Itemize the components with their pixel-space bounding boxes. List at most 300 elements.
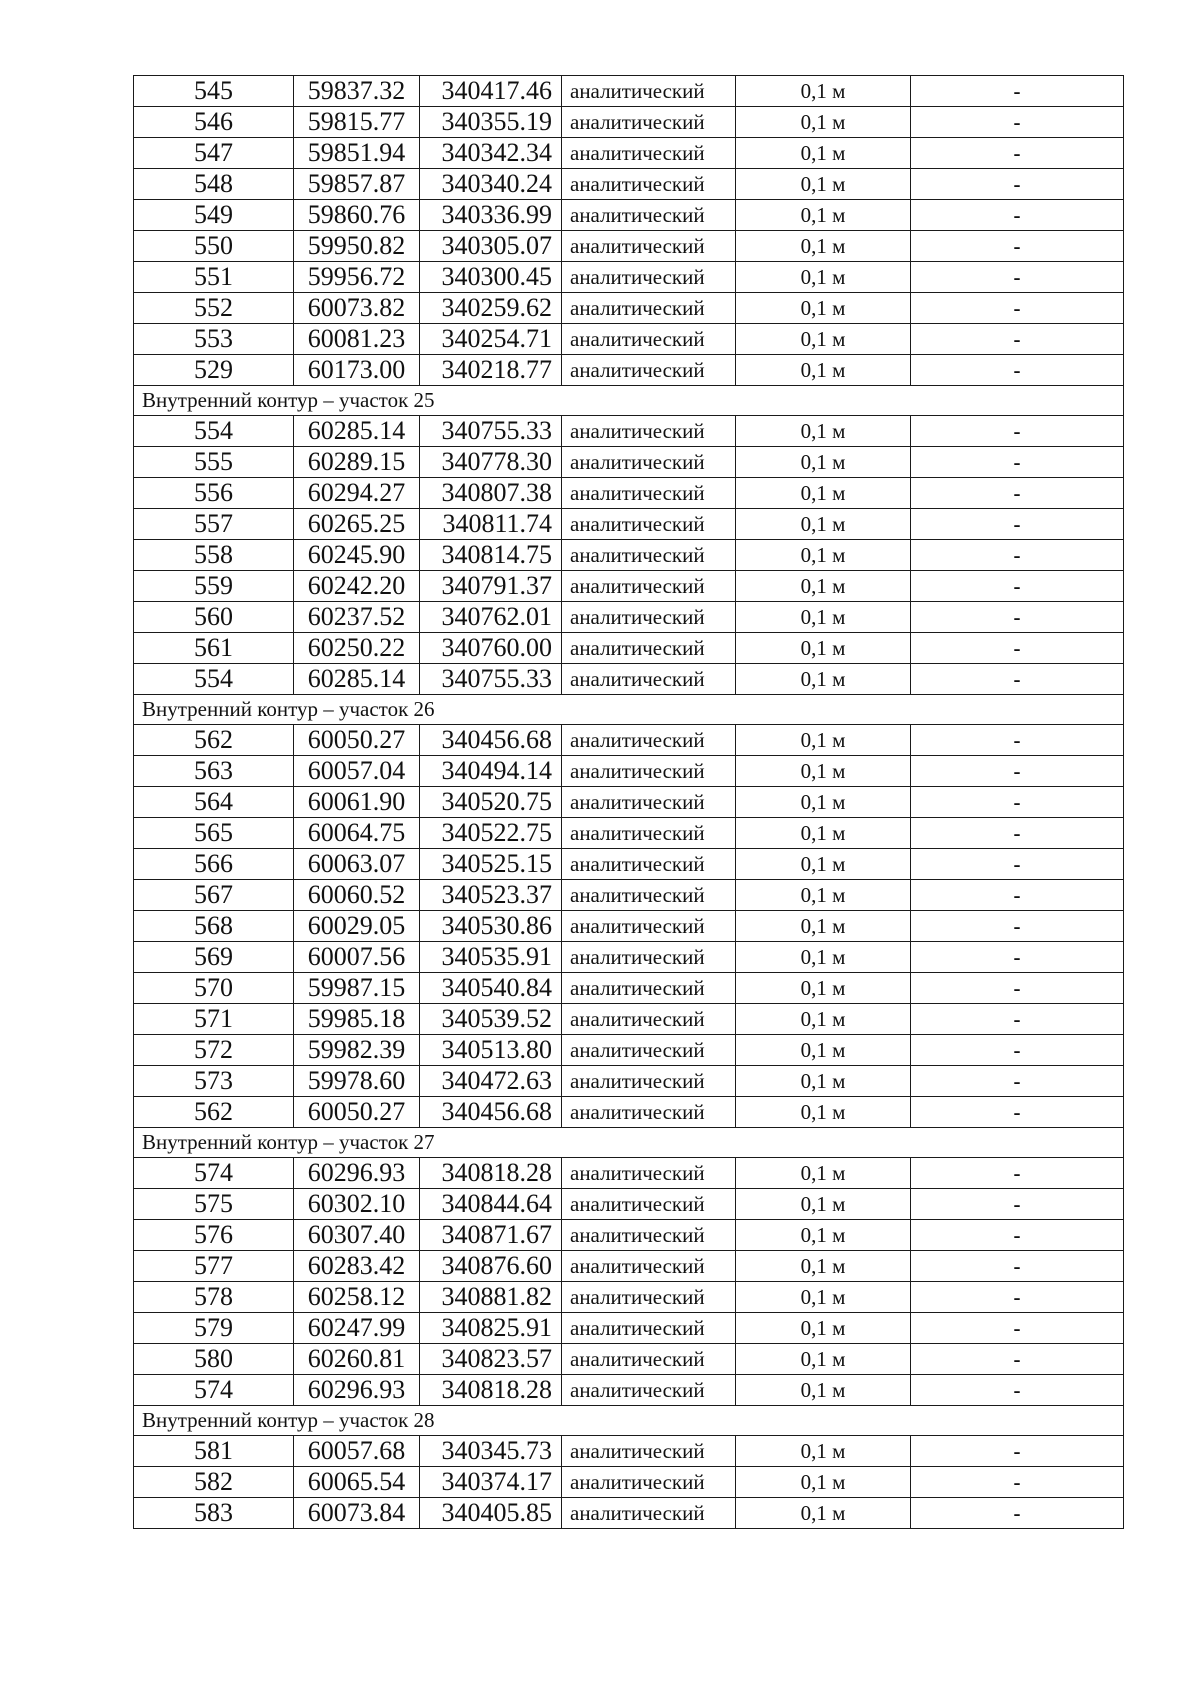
point-number-cell: 546 <box>134 107 294 138</box>
coordinate-y-cell: 340472.63 <box>420 1066 562 1097</box>
coordinate-x-cell: 60237.52 <box>294 602 420 633</box>
note-cell: - <box>911 818 1124 849</box>
point-number-cell: 579 <box>134 1313 294 1344</box>
coordinate-y-cell: 340417.46 <box>420 76 562 107</box>
point-number-cell: 582 <box>134 1467 294 1498</box>
table-row <box>134 602 1124 633</box>
note-cell: - <box>911 138 1124 169</box>
coordinate-y-cell: 340778.30 <box>420 447 562 478</box>
coordinate-x-cell: 60242.20 <box>294 571 420 602</box>
accuracy-cell: 0,1 м <box>736 355 911 386</box>
coordinate-y-cell: 340340.24 <box>420 169 562 200</box>
accuracy-cell: 0,1 м <box>736 602 911 633</box>
point-number-cell: 567 <box>134 880 294 911</box>
coordinate-x-cell: 59982.39 <box>294 1035 420 1066</box>
coordinate-y-cell: 340755.33 <box>420 416 562 447</box>
note-cell: - <box>911 1220 1124 1251</box>
table-row <box>134 942 1124 973</box>
table-row <box>134 1375 1124 1406</box>
coordinate-x-cell: 60285.14 <box>294 664 420 695</box>
point-number-cell: 575 <box>134 1189 294 1220</box>
coordinate-x-cell: 59950.82 <box>294 231 420 262</box>
coordinate-x-cell: 60247.99 <box>294 1313 420 1344</box>
coordinate-x-cell: 59837.32 <box>294 76 420 107</box>
table-row <box>134 1498 1124 1529</box>
coordinate-x-cell: 60057.68 <box>294 1436 420 1467</box>
coordinate-y-cell: 340535.91 <box>420 942 562 973</box>
accuracy-cell: 0,1 м <box>736 973 911 1004</box>
table-row <box>134 787 1124 818</box>
note-cell: - <box>911 664 1124 695</box>
coordinate-x-cell: 60063.07 <box>294 849 420 880</box>
note-cell: - <box>911 447 1124 478</box>
table-row <box>134 1282 1124 1313</box>
method-cell: аналитический <box>562 633 736 664</box>
table-row <box>134 1097 1124 1128</box>
table-row <box>134 540 1124 571</box>
method-cell: аналитический <box>562 293 736 324</box>
point-number-cell: 555 <box>134 447 294 478</box>
method-cell: аналитический <box>562 973 736 1004</box>
coordinate-x-cell: 60073.82 <box>294 293 420 324</box>
coordinate-x-cell: 60289.15 <box>294 447 420 478</box>
coordinate-y-cell: 340254.71 <box>420 324 562 355</box>
note-cell: - <box>911 1035 1124 1066</box>
coordinate-x-cell: 59978.60 <box>294 1066 420 1097</box>
coordinate-y-cell: 340520.75 <box>420 787 562 818</box>
accuracy-cell: 0,1 м <box>736 1035 911 1066</box>
point-number-cell: 568 <box>134 911 294 942</box>
method-cell: аналитический <box>562 849 736 880</box>
coordinate-y-cell: 340755.33 <box>420 664 562 695</box>
coordinate-x-cell: 59956.72 <box>294 262 420 293</box>
method-cell: аналитический <box>562 1189 736 1220</box>
point-number-cell: 565 <box>134 818 294 849</box>
coordinate-y-cell: 340405.85 <box>420 1498 562 1529</box>
coordinate-x-cell: 59860.76 <box>294 200 420 231</box>
table-row <box>134 324 1124 355</box>
note-cell: - <box>911 416 1124 447</box>
coordinate-x-cell: 60050.27 <box>294 725 420 756</box>
coordinate-y-cell: 340218.77 <box>420 355 562 386</box>
point-number-cell: 581 <box>134 1436 294 1467</box>
point-number-cell: 558 <box>134 540 294 571</box>
coordinates-table-body <box>134 76 1124 1529</box>
accuracy-cell: 0,1 м <box>736 942 911 973</box>
coordinate-y-cell: 340456.68 <box>420 725 562 756</box>
coordinate-y-cell: 340760.00 <box>420 633 562 664</box>
note-cell: - <box>911 849 1124 880</box>
method-cell: аналитический <box>562 942 736 973</box>
note-cell: - <box>911 1282 1124 1313</box>
method-cell: аналитический <box>562 1467 736 1498</box>
coordinate-y-cell: 340374.17 <box>420 1467 562 1498</box>
point-number-cell: 574 <box>134 1375 294 1406</box>
table-row <box>134 571 1124 602</box>
point-number-cell: 562 <box>134 1097 294 1128</box>
coordinate-x-cell: 60265.25 <box>294 509 420 540</box>
note-cell: - <box>911 973 1124 1004</box>
note-cell: - <box>911 1251 1124 1282</box>
table-row <box>134 1158 1124 1189</box>
method-cell: аналитический <box>562 1220 736 1251</box>
point-number-cell: 569 <box>134 942 294 973</box>
method-cell: аналитический <box>562 1344 736 1375</box>
note-cell: - <box>911 1189 1124 1220</box>
accuracy-cell: 0,1 м <box>736 169 911 200</box>
method-cell: аналитический <box>562 1282 736 1313</box>
coordinate-y-cell: 340513.80 <box>420 1035 562 1066</box>
note-cell: - <box>911 942 1124 973</box>
accuracy-cell: 0,1 м <box>736 293 911 324</box>
method-cell: аналитический <box>562 1251 736 1282</box>
coordinate-x-cell: 60260.81 <box>294 1344 420 1375</box>
note-cell: - <box>911 880 1124 911</box>
accuracy-cell: 0,1 м <box>736 447 911 478</box>
method-cell: аналитический <box>562 756 736 787</box>
point-number-cell: 564 <box>134 787 294 818</box>
accuracy-cell: 0,1 м <box>736 107 911 138</box>
method-cell: аналитический <box>562 787 736 818</box>
coordinate-y-cell: 340818.28 <box>420 1375 562 1406</box>
accuracy-cell: 0,1 м <box>736 725 911 756</box>
section-heading: Внутренний контур – участок 28 <box>134 1406 1124 1436</box>
accuracy-cell: 0,1 м <box>736 787 911 818</box>
table-row <box>134 664 1124 695</box>
accuracy-cell: 0,1 м <box>736 1097 911 1128</box>
method-cell: аналитический <box>562 355 736 386</box>
table-row <box>134 355 1124 386</box>
accuracy-cell: 0,1 м <box>736 818 911 849</box>
note-cell: - <box>911 324 1124 355</box>
method-cell: аналитический <box>562 1313 736 1344</box>
accuracy-cell: 0,1 м <box>736 1436 911 1467</box>
coordinates-table <box>133 75 1124 1529</box>
point-number-cell: 576 <box>134 1220 294 1251</box>
section-heading-row <box>134 386 1124 416</box>
coordinate-y-cell: 340539.52 <box>420 1004 562 1035</box>
note-cell: - <box>911 725 1124 756</box>
note-cell: - <box>911 1375 1124 1406</box>
section-heading-row <box>134 695 1124 725</box>
coordinate-x-cell: 60283.42 <box>294 1251 420 1282</box>
note-cell: - <box>911 633 1124 664</box>
note-cell: - <box>911 200 1124 231</box>
note-cell: - <box>911 169 1124 200</box>
coordinate-y-cell: 340523.37 <box>420 880 562 911</box>
coordinate-x-cell: 60060.52 <box>294 880 420 911</box>
point-number-cell: 566 <box>134 849 294 880</box>
table-row <box>134 138 1124 169</box>
accuracy-cell: 0,1 м <box>736 633 911 664</box>
accuracy-cell: 0,1 м <box>736 756 911 787</box>
point-number-cell: 561 <box>134 633 294 664</box>
accuracy-cell: 0,1 м <box>736 1220 911 1251</box>
table-row <box>134 911 1124 942</box>
method-cell: аналитический <box>562 911 736 942</box>
method-cell: аналитический <box>562 107 736 138</box>
point-number-cell: 572 <box>134 1035 294 1066</box>
section-heading: Внутренний контур – участок 27 <box>134 1128 1124 1158</box>
accuracy-cell: 0,1 м <box>736 1313 911 1344</box>
accuracy-cell: 0,1 м <box>736 200 911 231</box>
table-row <box>134 447 1124 478</box>
table-row <box>134 416 1124 447</box>
coordinate-y-cell: 340871.67 <box>420 1220 562 1251</box>
accuracy-cell: 0,1 м <box>736 478 911 509</box>
point-number-cell: 574 <box>134 1158 294 1189</box>
coordinate-x-cell: 60258.12 <box>294 1282 420 1313</box>
method-cell: аналитический <box>562 447 736 478</box>
accuracy-cell: 0,1 м <box>736 231 911 262</box>
table-row <box>134 818 1124 849</box>
method-cell: аналитический <box>562 169 736 200</box>
coordinate-y-cell: 340818.28 <box>420 1158 562 1189</box>
method-cell: аналитический <box>562 478 736 509</box>
method-cell: аналитический <box>562 262 736 293</box>
table-row <box>134 1467 1124 1498</box>
coordinate-x-cell: 60173.00 <box>294 355 420 386</box>
note-cell: - <box>911 602 1124 633</box>
coordinate-x-cell: 60245.90 <box>294 540 420 571</box>
accuracy-cell: 0,1 м <box>736 324 911 355</box>
coordinate-x-cell: 60307.40 <box>294 1220 420 1251</box>
note-cell: - <box>911 355 1124 386</box>
accuracy-cell: 0,1 м <box>736 1251 911 1282</box>
method-cell: аналитический <box>562 818 736 849</box>
accuracy-cell: 0,1 м <box>736 571 911 602</box>
note-cell: - <box>911 1436 1124 1467</box>
method-cell: аналитический <box>562 602 736 633</box>
coordinate-x-cell: 60073.84 <box>294 1498 420 1529</box>
point-number-cell: 577 <box>134 1251 294 1282</box>
coordinate-y-cell: 340791.37 <box>420 571 562 602</box>
point-number-cell: 578 <box>134 1282 294 1313</box>
point-number-cell: 554 <box>134 416 294 447</box>
accuracy-cell: 0,1 м <box>736 1066 911 1097</box>
point-number-cell: 557 <box>134 509 294 540</box>
note-cell: - <box>911 571 1124 602</box>
method-cell: аналитический <box>562 540 736 571</box>
point-number-cell: 529 <box>134 355 294 386</box>
table-row <box>134 1189 1124 1220</box>
section-heading: Внутренний контур – участок 25 <box>134 386 1124 416</box>
note-cell: - <box>911 293 1124 324</box>
method-cell: аналитический <box>562 1066 736 1097</box>
coordinate-x-cell: 60061.90 <box>294 787 420 818</box>
method-cell: аналитический <box>562 1498 736 1529</box>
note-cell: - <box>911 509 1124 540</box>
table-row <box>134 76 1124 107</box>
coordinate-y-cell: 340305.07 <box>420 231 562 262</box>
coordinate-x-cell: 59851.94 <box>294 138 420 169</box>
coordinate-y-cell: 340881.82 <box>420 1282 562 1313</box>
method-cell: аналитический <box>562 509 736 540</box>
method-cell: аналитический <box>562 1158 736 1189</box>
method-cell: аналитический <box>562 416 736 447</box>
accuracy-cell: 0,1 м <box>736 540 911 571</box>
accuracy-cell: 0,1 м <box>736 262 911 293</box>
accuracy-cell: 0,1 м <box>736 1344 911 1375</box>
coordinate-x-cell: 60065.54 <box>294 1467 420 1498</box>
coordinate-x-cell: 59985.18 <box>294 1004 420 1035</box>
table-row <box>134 1004 1124 1035</box>
accuracy-cell: 0,1 м <box>736 1004 911 1035</box>
method-cell: аналитический <box>562 76 736 107</box>
coordinate-y-cell: 340825.91 <box>420 1313 562 1344</box>
coordinate-y-cell: 340259.62 <box>420 293 562 324</box>
coordinate-x-cell: 60064.75 <box>294 818 420 849</box>
note-cell: - <box>911 107 1124 138</box>
note-cell: - <box>911 1004 1124 1035</box>
coordinate-x-cell: 59815.77 <box>294 107 420 138</box>
coordinate-y-cell: 340807.38 <box>420 478 562 509</box>
method-cell: аналитический <box>562 1097 736 1128</box>
note-cell: - <box>911 262 1124 293</box>
coordinate-y-cell: 340355.19 <box>420 107 562 138</box>
coordinate-x-cell: 60296.93 <box>294 1375 420 1406</box>
method-cell: аналитический <box>562 725 736 756</box>
coordinate-y-cell: 340336.99 <box>420 200 562 231</box>
point-number-cell: 550 <box>134 231 294 262</box>
note-cell: - <box>911 478 1124 509</box>
coordinate-y-cell: 340345.73 <box>420 1436 562 1467</box>
coordinate-x-cell: 59987.15 <box>294 973 420 1004</box>
method-cell: аналитический <box>562 571 736 602</box>
coordinate-x-cell: 60296.93 <box>294 1158 420 1189</box>
point-number-cell: 583 <box>134 1498 294 1529</box>
accuracy-cell: 0,1 м <box>736 1498 911 1529</box>
coordinate-y-cell: 340823.57 <box>420 1344 562 1375</box>
point-number-cell: 548 <box>134 169 294 200</box>
coordinate-y-cell: 340530.86 <box>420 911 562 942</box>
coordinate-x-cell: 59857.87 <box>294 169 420 200</box>
note-cell: - <box>911 787 1124 818</box>
table-row <box>134 509 1124 540</box>
method-cell: аналитический <box>562 1375 736 1406</box>
point-number-cell: 547 <box>134 138 294 169</box>
table-row <box>134 200 1124 231</box>
point-number-cell: 562 <box>134 725 294 756</box>
coordinate-x-cell: 60081.23 <box>294 324 420 355</box>
accuracy-cell: 0,1 м <box>736 911 911 942</box>
accuracy-cell: 0,1 м <box>736 880 911 911</box>
table-row <box>134 169 1124 200</box>
table-row <box>134 973 1124 1004</box>
note-cell: - <box>911 76 1124 107</box>
method-cell: аналитический <box>562 231 736 262</box>
table-row <box>134 1035 1124 1066</box>
coordinate-y-cell: 340300.45 <box>420 262 562 293</box>
coordinate-x-cell: 60007.56 <box>294 942 420 973</box>
accuracy-cell: 0,1 м <box>736 1282 911 1313</box>
coordinate-y-cell: 340762.01 <box>420 602 562 633</box>
point-number-cell: 551 <box>134 262 294 293</box>
method-cell: аналитический <box>562 1436 736 1467</box>
table-row <box>134 1344 1124 1375</box>
note-cell: - <box>911 911 1124 942</box>
table-row <box>134 1251 1124 1282</box>
point-number-cell: 563 <box>134 756 294 787</box>
point-number-cell: 556 <box>134 478 294 509</box>
table-row <box>134 880 1124 911</box>
table-row <box>134 849 1124 880</box>
accuracy-cell: 0,1 м <box>736 416 911 447</box>
method-cell: аналитический <box>562 324 736 355</box>
coordinate-x-cell: 60029.05 <box>294 911 420 942</box>
table-row <box>134 725 1124 756</box>
coordinate-x-cell: 60057.04 <box>294 756 420 787</box>
point-number-cell: 545 <box>134 76 294 107</box>
coordinate-x-cell: 60050.27 <box>294 1097 420 1128</box>
point-number-cell: 570 <box>134 973 294 1004</box>
note-cell: - <box>911 1467 1124 1498</box>
accuracy-cell: 0,1 м <box>736 76 911 107</box>
table-row <box>134 756 1124 787</box>
accuracy-cell: 0,1 м <box>736 849 911 880</box>
table-row <box>134 1436 1124 1467</box>
note-cell: - <box>911 1344 1124 1375</box>
coordinate-y-cell: 340522.75 <box>420 818 562 849</box>
accuracy-cell: 0,1 м <box>736 138 911 169</box>
accuracy-cell: 0,1 м <box>736 1467 911 1498</box>
method-cell: аналитический <box>562 664 736 695</box>
point-number-cell: 573 <box>134 1066 294 1097</box>
method-cell: аналитический <box>562 200 736 231</box>
coordinate-x-cell: 60294.27 <box>294 478 420 509</box>
note-cell: - <box>911 1313 1124 1344</box>
method-cell: аналитический <box>562 138 736 169</box>
section-heading: Внутренний контур – участок 26 <box>134 695 1124 725</box>
note-cell: - <box>911 756 1124 787</box>
table-row <box>134 231 1124 262</box>
coordinate-x-cell: 60250.22 <box>294 633 420 664</box>
note-cell: - <box>911 231 1124 262</box>
table-row <box>134 1220 1124 1251</box>
point-number-cell: 552 <box>134 293 294 324</box>
coordinate-y-cell: 340456.68 <box>420 1097 562 1128</box>
note-cell: - <box>911 540 1124 571</box>
coordinate-y-cell: 340342.34 <box>420 138 562 169</box>
section-heading-row <box>134 1406 1124 1436</box>
note-cell: - <box>911 1158 1124 1189</box>
coordinate-y-cell: 340814.75 <box>420 540 562 571</box>
point-number-cell: 571 <box>134 1004 294 1035</box>
accuracy-cell: 0,1 м <box>736 1375 911 1406</box>
section-heading-row <box>134 1128 1124 1158</box>
method-cell: аналитический <box>562 880 736 911</box>
table-row <box>134 293 1124 324</box>
method-cell: аналитический <box>562 1004 736 1035</box>
table-row <box>134 107 1124 138</box>
table-row <box>134 478 1124 509</box>
accuracy-cell: 0,1 м <box>736 1158 911 1189</box>
table-row <box>134 262 1124 293</box>
accuracy-cell: 0,1 м <box>736 664 911 695</box>
point-number-cell: 559 <box>134 571 294 602</box>
coordinate-x-cell: 60302.10 <box>294 1189 420 1220</box>
coordinate-y-cell: 340525.15 <box>420 849 562 880</box>
coordinate-y-cell: 340540.84 <box>420 973 562 1004</box>
coordinate-y-cell: 340876.60 <box>420 1251 562 1282</box>
note-cell: - <box>911 1097 1124 1128</box>
accuracy-cell: 0,1 м <box>736 509 911 540</box>
coordinate-y-cell: 340844.64 <box>420 1189 562 1220</box>
coordinate-y-cell: 340494.14 <box>420 756 562 787</box>
table-row <box>134 633 1124 664</box>
method-cell: аналитический <box>562 1035 736 1066</box>
point-number-cell: 580 <box>134 1344 294 1375</box>
